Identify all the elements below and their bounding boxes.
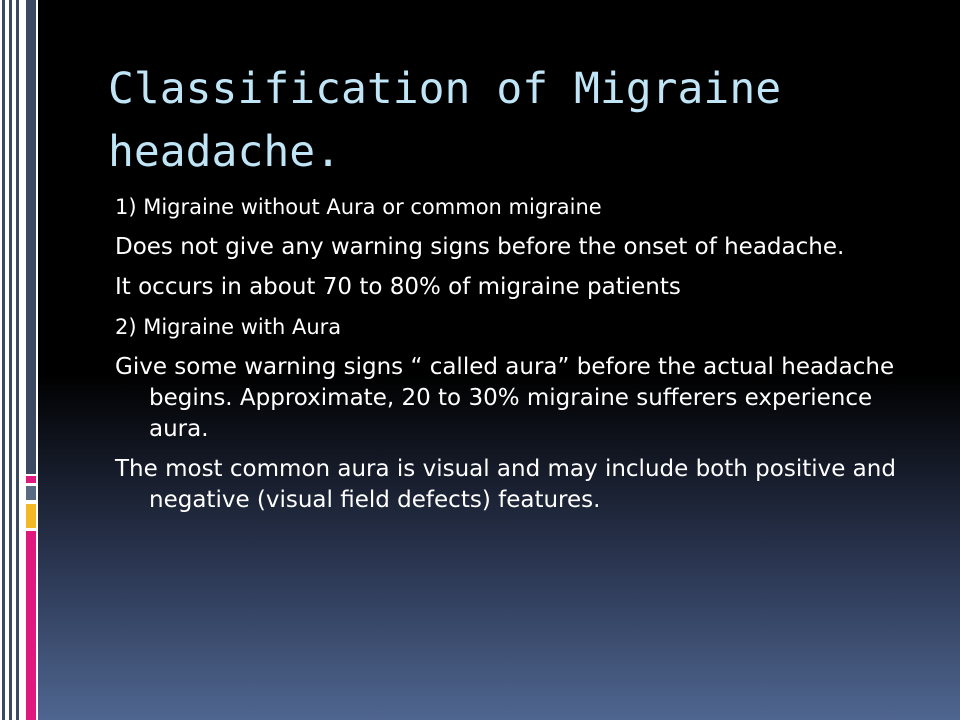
decorative-bar-magenta-tall — [26, 531, 36, 720]
decorative-bar-magenta — [26, 476, 36, 483]
decorative-side-strip — [0, 0, 38, 720]
slide-body — [115, 192, 935, 516]
decorative-line — [9, 0, 12, 720]
decorative-bar-gold — [26, 504, 36, 528]
paragraph-migraine-without-aura: 1) Migraine without Aura or common migraine — [115, 195, 602, 219]
paragraph-migraine-with-aura: 2) Migraine with Aura — [115, 315, 342, 339]
paragraph-prevalence: It occurs in about 70 to 80% of migraine patients — [115, 274, 681, 300]
decorative-bar-steel — [26, 0, 36, 474]
slide-title: Classification of Migraine headache. — [108, 64, 782, 177]
paragraph-warning-signs: Give some warning signs “ called aura” before the actual headache begins. Approximate, 20 to 30% migraine sufferers experience aura. — [115, 354, 895, 442]
decorative-bar-steel-small — [26, 486, 36, 500]
decorative-line — [2, 0, 5, 720]
paragraph-no-warning: Does not give any warning signs before the onset of headache. — [115, 234, 845, 260]
decorative-line — [16, 0, 19, 720]
paragraph-visual-aura: The most common aura is visual and may include both positive and negative (visual field defects) features. — [115, 456, 896, 513]
